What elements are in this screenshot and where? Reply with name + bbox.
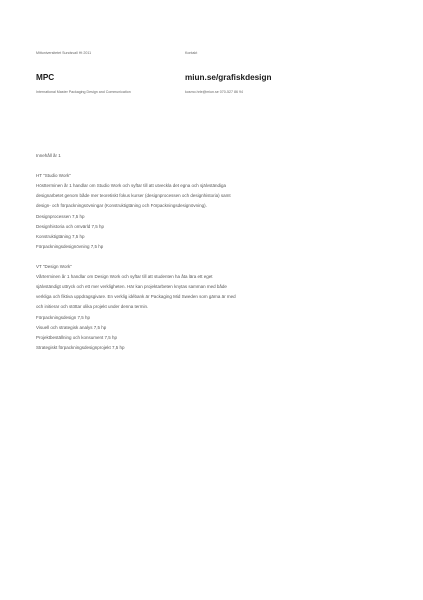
vt-course: Visuell och strategisk analys 7,5 hp [36, 324, 107, 330]
spacer [36, 161, 236, 171]
section-title: Innehåll år 1 [36, 153, 61, 158]
vt-course: Strategiskt förpackningsdesignprojekt 7,5 hp [36, 344, 125, 350]
ht-course: Konstruktigtäning 7,5 hp [36, 233, 85, 239]
vt-line: och initierar och stöttar olika projekt under denna termin. [36, 304, 149, 310]
ht-course: Designprocessen 7,5 hp [36, 213, 85, 219]
ht-line: design- och förpackningsövningar (Konstruktigtäning och Förpackningsdesignövning). [36, 203, 207, 209]
header-meta-right: Kontakt [185, 51, 198, 55]
vt-line: Vårterminen år 1 handlar om Design Work och syftar till att studenten ha åta lära ett eget [36, 274, 213, 280]
header-meta-left: Mittuniversitetet Sundsvall Ht 2011 [36, 51, 92, 55]
ht-line: Höstterminen år 1 handlar om Studio Work och syftar till att utveckla det egna och självständiga [36, 183, 227, 189]
vt-line: verkliga och fiktiva uppdragsgivare. En verklig idébank är Packaging Mid Sweden som gärna är med [36, 294, 236, 300]
ht-course: Förpackningsdesignövning 7,5 hp [36, 243, 104, 249]
brand-title: MPC [36, 73, 55, 82]
main-content [36, 151, 236, 353]
vt-course: Projektbeställning och konsument 7,5 hp [36, 334, 118, 340]
ht-line: designarbetet genom både mer teoretiskt fokus kurser (designprocessen och designhistoria) samt [36, 193, 231, 199]
brand-url: miun.se/grafiskdesign [185, 73, 272, 82]
ht-heading: HT "Studio Work" [36, 173, 71, 179]
spacer [36, 252, 236, 262]
vt-heading: VT "Design Work" [36, 264, 72, 270]
program-subtitle: International Master Packaging Design and Communication [36, 90, 131, 94]
vt-course: Förpackningsdesign 7,5 hp [36, 314, 91, 320]
ht-course: Designhistoria och omvärld 7,5 hp [36, 223, 105, 229]
vt-line: självständigt uttryck och ett mer verkligheten. Här kan projektarbeten knytas samman med både [36, 284, 227, 290]
contact-info: kosmo.hrle@miun.se 070-527 86 94 [185, 90, 243, 94]
